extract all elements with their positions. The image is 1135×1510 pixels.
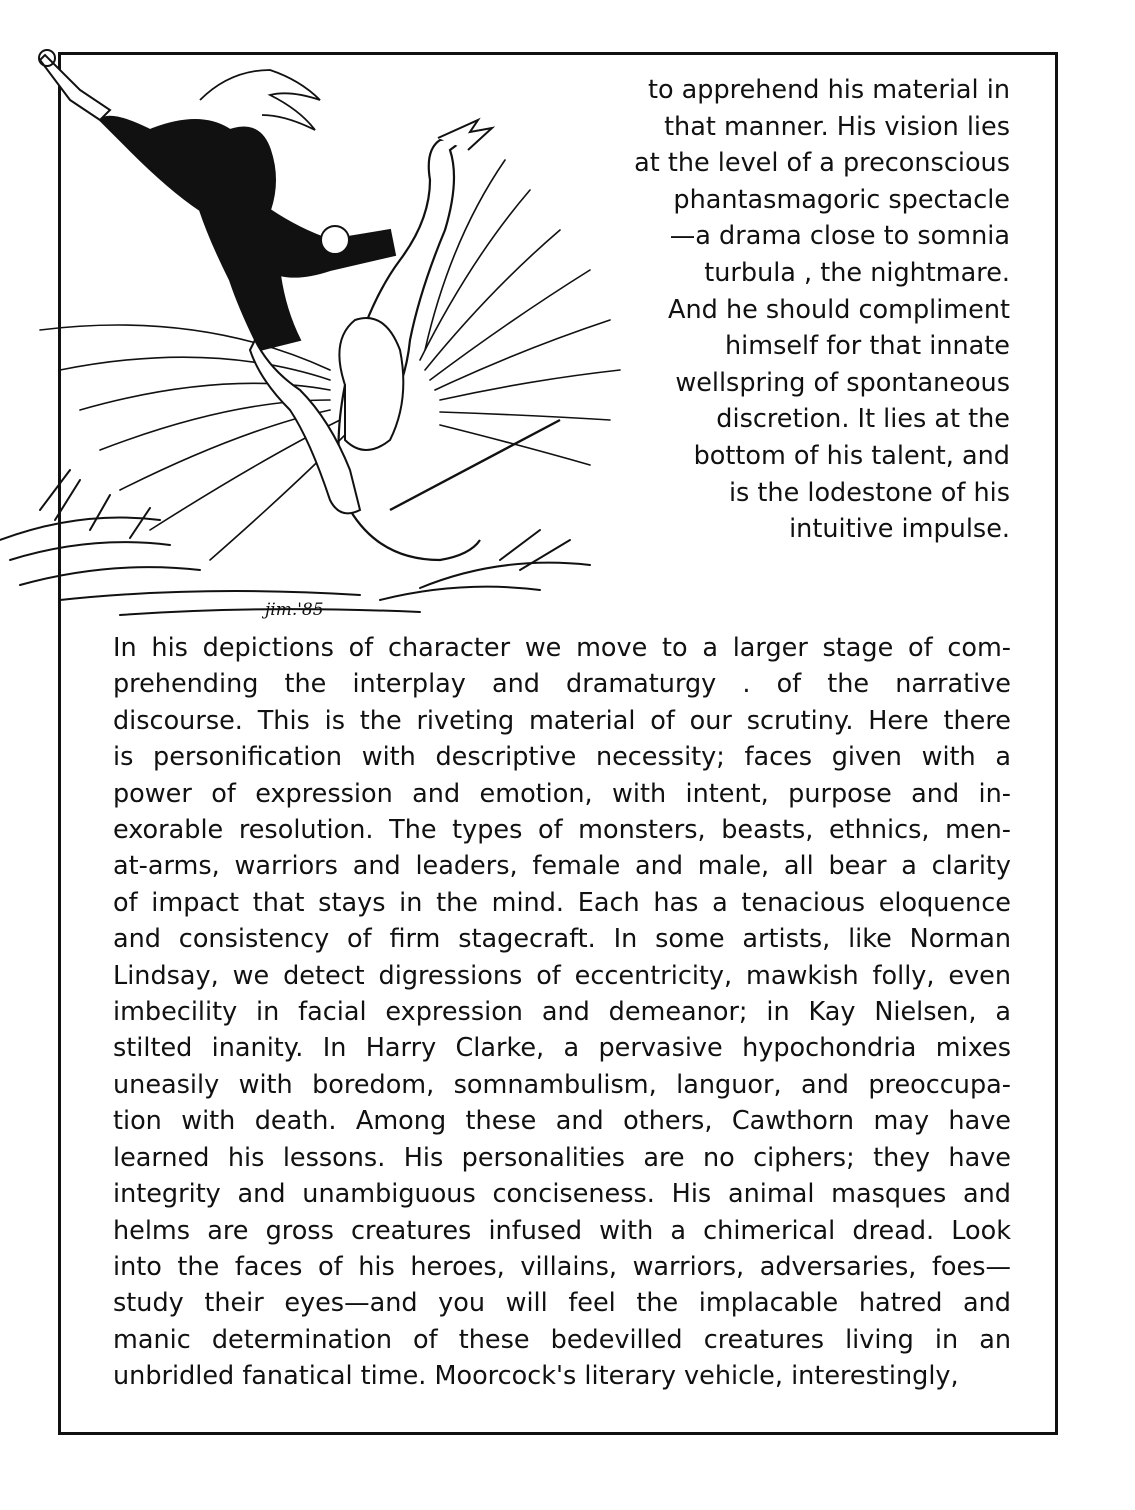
text-line: And he should compliment <box>668 294 1010 325</box>
text-line: —a drama close to somnia <box>669 221 1010 252</box>
text-line: intuitive impulse. <box>789 514 1010 545</box>
text-line: bottom of his talent, and <box>693 440 1010 471</box>
text-line: helms are gross creatures infused with a chimerical dread. Look <box>113 1215 1011 1246</box>
grass-and-ground <box>0 470 590 615</box>
text-line: turbula , the nightmare. <box>704 257 1010 288</box>
text-line: study their eyes—and you will feel the implacable hatred and <box>113 1288 1011 1319</box>
text-line: Lindsay, we detect digressions of eccentricity, mawkish folly, even <box>113 960 1011 991</box>
text-line: imbecility in facial expression and demeanor; in Kay Nielsen, a <box>113 997 1011 1028</box>
artist-signature: jim.'85 <box>265 600 324 620</box>
text-line: discourse. This is the riveting material of our scrutiny. Here there <box>113 705 1011 736</box>
main-paragraph <box>113 630 1011 1395</box>
text-line: wellspring of spontaneous <box>675 367 1010 398</box>
text-line: stilted inanity. In Harry Clarke, a pervasive hypochondria mixes <box>113 1033 1011 1064</box>
text-line: into the faces of his heroes, villains, warriors, adversaries, foes— <box>113 1251 1011 1282</box>
text-line: power of expression and emotion, with intent, purpose and in- <box>113 778 1011 809</box>
warrior-flowing-hair <box>200 70 320 130</box>
text-line: manic determination of these bedevilled creatures living in an <box>113 1324 1011 1355</box>
text-line: at-arms, warriors and leaders, female and male, all bear a clarity <box>113 851 1011 882</box>
text-line: unbridled fanatical time. Moorcock's literary vehicle, interestingly, <box>113 1361 959 1392</box>
text-line: prehending the interplay and dramaturgy . of the narrative <box>113 669 1011 700</box>
text-line: is the lodestone of his <box>728 477 1010 508</box>
text-line: to apprehend his material in <box>647 75 1010 105</box>
text-line: phantasmagoric spectacle <box>673 184 1010 215</box>
text-line: that manner. His vision lies <box>664 111 1010 142</box>
text-line: learned his lessons. His personalities are no ciphers; they have <box>113 1142 1011 1173</box>
text-line: integrity and unambiguous conciseness. His animal masques and <box>113 1179 1011 1210</box>
text-line: himself for that innate <box>724 331 1010 362</box>
text-line: and consistency of firm stagecraft. In some artists, like Norman <box>113 924 1011 955</box>
dragon-body <box>339 318 403 450</box>
text-line: uneasily with boredom, somnambulism, languor, and preoccupa- <box>113 1069 1011 1100</box>
warrior-fist-gauntlet <box>321 226 349 254</box>
text-line: tion with death. Among these and others, Cawthorn may have <box>113 1106 1011 1137</box>
right-column-text <box>560 72 1010 548</box>
text-line: at the level of a preconscious <box>634 148 1010 179</box>
text-line: discretion. It lies at the <box>716 404 1010 435</box>
warrior-silhouette <box>100 117 395 350</box>
text-line: of impact that stays in the mind. Each has a tenacious eloquence <box>113 887 1011 918</box>
text-line: is personification with descriptive necessity; faces given with a <box>113 742 1011 773</box>
text-line: In his depictions of character we move to a larger stage of com- <box>113 633 1011 663</box>
text-line: exorable resolution. The types of monsters, beasts, ethnics, men- <box>113 815 1011 846</box>
